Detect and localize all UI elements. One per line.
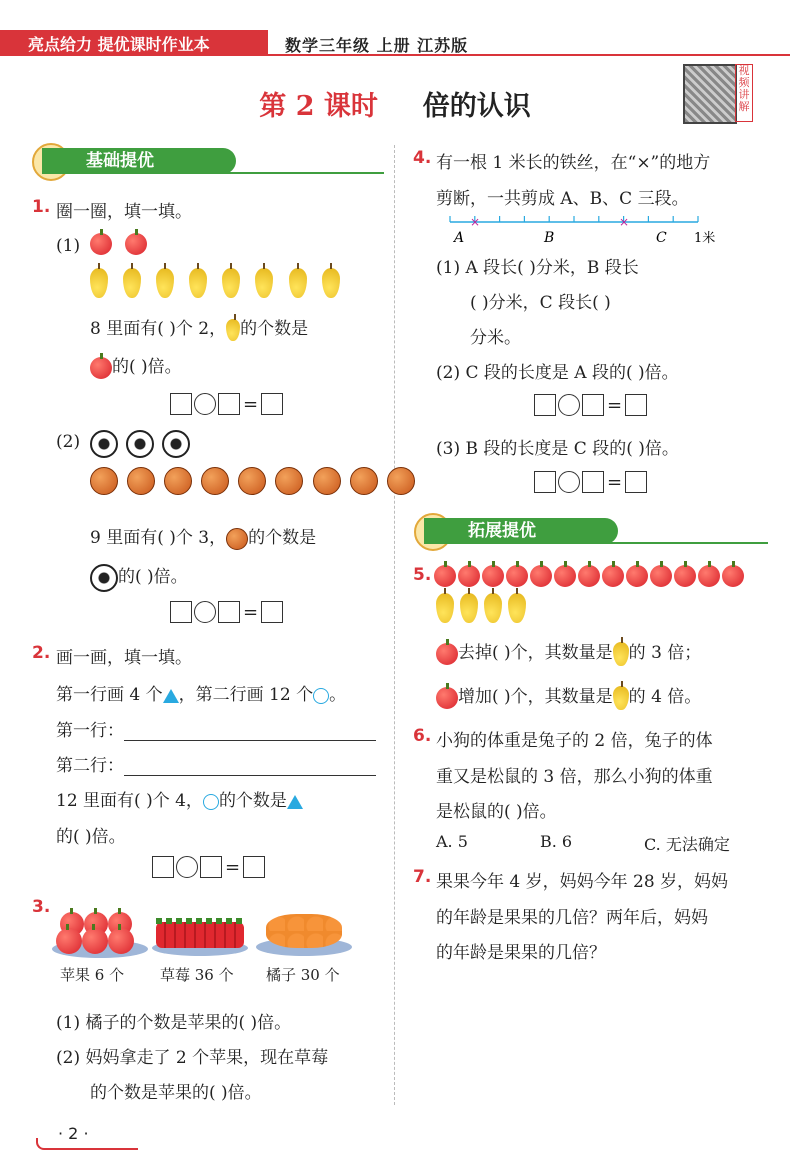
apple-icon bbox=[650, 565, 672, 587]
pear-icon bbox=[189, 268, 207, 298]
pear-icon bbox=[226, 319, 240, 341]
q5-line2: 增加( )个，其数量是 的 4 倍。 bbox=[436, 682, 701, 710]
q1-text: 圈一圈，填一填。 bbox=[56, 202, 192, 222]
lesson-number: 第 2 课时 bbox=[259, 91, 378, 122]
q3-number: 3. bbox=[32, 897, 51, 917]
strawberry-caption: 草莓 36 个 bbox=[160, 966, 234, 984]
basketball-icon bbox=[127, 467, 155, 495]
q4-s2-equation[interactable]: = bbox=[534, 394, 647, 416]
q5-pear-row bbox=[436, 593, 532, 623]
orange-caption: 橘子 30 个 bbox=[266, 966, 340, 984]
q4-line2: 剪断，一共剪成 A、B、C 三段。 bbox=[436, 189, 689, 209]
ruler-label-end: 1米 bbox=[694, 231, 716, 246]
apple-icon bbox=[125, 233, 147, 255]
apple-icon bbox=[436, 687, 458, 709]
pear-icon bbox=[156, 268, 174, 298]
basketball-icon bbox=[238, 467, 266, 495]
q4-s1a: (1) A 段长( )分米，B 段长 bbox=[436, 258, 639, 278]
q5-line1: 去掉( )个，其数量是 的 3 倍； bbox=[436, 638, 701, 666]
qr-label: 视频讲解 bbox=[735, 64, 753, 122]
q6-line2: 重又是松鼠的 3 倍，那么小狗的体重 bbox=[436, 767, 713, 787]
q1-p2-equation[interactable]: = bbox=[170, 601, 283, 623]
basketball-icon bbox=[387, 467, 415, 495]
basketball-icon bbox=[275, 467, 303, 495]
q4-s3-equation[interactable]: = bbox=[534, 471, 647, 493]
pear-icon bbox=[460, 593, 478, 623]
apple-icon bbox=[602, 565, 624, 587]
basketball-icon bbox=[201, 467, 229, 495]
subject-info: 数学三年级 上册 江苏版 bbox=[285, 36, 469, 55]
q3-s2b: 的个数是苹果的( )倍。 bbox=[90, 1083, 262, 1103]
q7-number: 7. bbox=[413, 867, 432, 887]
q1-p2-line1: 9 里面有( )个 3， 的个数是 bbox=[90, 528, 317, 548]
q2-equation[interactable]: = bbox=[152, 856, 265, 878]
pear-icon bbox=[613, 686, 629, 710]
basketball-icon bbox=[90, 467, 118, 495]
apple-icon bbox=[698, 565, 720, 587]
qr-code[interactable] bbox=[683, 64, 737, 124]
q6-option-c[interactable]: C. 无法确定 bbox=[644, 835, 730, 854]
q4-s3: (3) B 段的长度是 C 段的( )倍。 bbox=[436, 439, 679, 459]
q6-number: 6. bbox=[413, 726, 432, 746]
apple-icon bbox=[674, 565, 696, 587]
q2-line5: 的( )倍。 bbox=[56, 827, 126, 847]
section-extend: 拓展提优 bbox=[424, 518, 618, 544]
ruler-diagram bbox=[444, 212, 744, 246]
ruler-label-b: B bbox=[544, 230, 555, 246]
column-divider bbox=[394, 145, 395, 1105]
apple-icon bbox=[90, 357, 112, 379]
pear-row bbox=[90, 268, 340, 298]
q4-s1c: 分米。 bbox=[470, 328, 521, 348]
q4-s2: (2) C 段的长度是 A 段的( )倍。 bbox=[436, 363, 679, 383]
ruler-label-c: C bbox=[656, 230, 667, 246]
basketball-icon bbox=[350, 467, 378, 495]
section-extend-rule bbox=[572, 542, 768, 544]
basketball-icon bbox=[313, 467, 341, 495]
apple-icon bbox=[436, 643, 458, 665]
basketball-row bbox=[90, 467, 415, 495]
pear-icon bbox=[123, 268, 141, 298]
q7-line1: 果果今年 4 岁，妈妈今年 28 岁，妈妈 bbox=[436, 872, 729, 892]
cut-mark: × bbox=[619, 215, 630, 229]
section-basic: 基础提优 bbox=[42, 148, 236, 174]
apple-icon bbox=[458, 565, 480, 587]
apple-icon bbox=[722, 565, 744, 587]
q1-p2-label: (2) bbox=[56, 432, 81, 452]
soccer-ball-icon bbox=[90, 430, 118, 458]
q7-line2: 的年龄是果果的几倍？两年后，妈妈 bbox=[436, 908, 708, 928]
soccer-ball-icon bbox=[162, 430, 190, 458]
apple-plate-image bbox=[52, 910, 148, 958]
q1-p1-equation[interactable]: = bbox=[170, 393, 283, 415]
circle-icon bbox=[313, 688, 329, 704]
apple-caption: 苹果 6 个 bbox=[60, 966, 125, 984]
q4-line1: 有一根 1 米长的铁丝，在“×”的地方 bbox=[436, 153, 711, 173]
q1-p1-line1: 8 里面有( )个 2， 的个数是 bbox=[90, 319, 309, 339]
soccer-ball-icon bbox=[90, 564, 118, 592]
page-number: · 2 · bbox=[58, 1124, 89, 1143]
pear-icon bbox=[222, 268, 240, 298]
q2-row2[interactable]: 第二行： bbox=[56, 751, 376, 776]
q1-p2-line2: 的( )倍。 bbox=[90, 562, 188, 592]
q2-text: 画一画，填一填。 bbox=[56, 648, 192, 668]
apple-icon bbox=[482, 565, 504, 587]
q6-option-b[interactable]: B. 6 bbox=[540, 832, 573, 851]
apple-icon bbox=[578, 565, 600, 587]
q1-number: 1. bbox=[32, 197, 51, 217]
strawberry-plate-image bbox=[152, 916, 248, 956]
apple-icon bbox=[554, 565, 576, 587]
q6-line3: 是松鼠的( )倍。 bbox=[436, 802, 557, 822]
q6-option-a[interactable]: A. 5 bbox=[436, 832, 468, 851]
q2-line4: 12 里面有( )个 4， 的个数是 bbox=[56, 786, 303, 811]
q5-apple-row bbox=[434, 565, 746, 587]
q3-s1: (1) 橘子的个数是苹果的( )倍。 bbox=[56, 1013, 292, 1033]
soccer-ball-icon bbox=[126, 430, 154, 458]
q2-number: 2. bbox=[32, 643, 51, 663]
basketball-icon bbox=[164, 467, 192, 495]
q1-p1-label: (1) bbox=[56, 236, 81, 256]
pear-icon bbox=[289, 268, 307, 298]
apple-icon bbox=[530, 565, 552, 587]
section-basic-rule bbox=[190, 172, 384, 174]
apple-row bbox=[90, 233, 147, 255]
q4-number: 4. bbox=[413, 148, 432, 168]
q3-s2a: (2) 妈妈拿走了 2 个苹果，现在草莓 bbox=[56, 1048, 329, 1068]
q2-line1: 第一行画 4 个 ，第二行画 12 个 。 bbox=[56, 685, 347, 705]
ruler-label-a: A bbox=[454, 230, 465, 246]
pear-icon bbox=[484, 593, 502, 623]
q5-number: 5. bbox=[413, 565, 432, 585]
page-title bbox=[0, 84, 790, 123]
pear-icon bbox=[508, 593, 526, 623]
soccer-row bbox=[90, 430, 190, 458]
pear-icon bbox=[436, 593, 454, 623]
apple-icon bbox=[626, 565, 648, 587]
orange-plate-image bbox=[256, 910, 352, 956]
apple-icon bbox=[434, 565, 456, 587]
circle-icon bbox=[203, 794, 219, 810]
pear-icon bbox=[613, 642, 629, 666]
q2-row1[interactable]: 第一行： bbox=[56, 716, 376, 741]
q6-line1: 小狗的体重是兔子的 2 倍，兔子的体 bbox=[436, 731, 713, 751]
triangle-icon bbox=[163, 689, 179, 703]
basketball-icon bbox=[226, 528, 248, 550]
q4-s1b: ( )分米，C 段长( ) bbox=[470, 293, 611, 313]
brand-title: 亮点给力 提优课时作业本 bbox=[28, 35, 210, 54]
pear-icon bbox=[255, 268, 273, 298]
pear-icon bbox=[322, 268, 340, 298]
q1-p1-line2: 的( )倍。 bbox=[90, 352, 182, 379]
triangle-icon bbox=[287, 795, 303, 809]
apple-icon bbox=[90, 233, 112, 255]
lesson-topic: 倍的认识 bbox=[422, 91, 531, 122]
pear-icon bbox=[90, 268, 108, 298]
apple-icon bbox=[506, 565, 528, 587]
q7-line3: 的年龄是果果的几倍？ bbox=[436, 943, 606, 963]
cut-mark: × bbox=[470, 215, 481, 229]
